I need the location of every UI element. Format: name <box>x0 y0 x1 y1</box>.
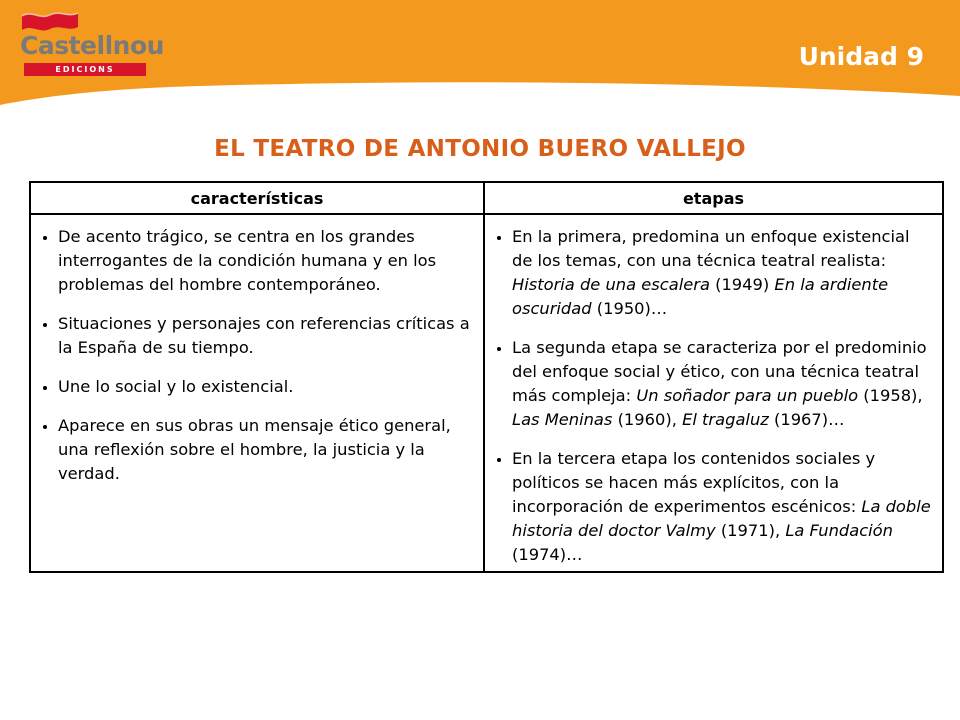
list-item: Une lo social y lo existencial. <box>41 375 475 399</box>
etapa-text: (1960), <box>612 410 683 429</box>
work-title: Historia de una escalera <box>512 275 710 294</box>
etapa-text: (1958), <box>858 386 923 405</box>
work-title: La doble historia del doctor Valmy <box>512 497 931 540</box>
column-header-caracteristicas: características <box>30 182 484 214</box>
header-band <box>0 0 960 120</box>
table-body-row <box>30 214 943 572</box>
list-item: Situaciones y personajes con referencias críticas a la España de su tiempo. <box>41 312 475 360</box>
list-item <box>495 336 934 432</box>
etapa-text: En la tercera etapa los contenidos sociales y políticos se hacen más explícitos, con la incorporación de experimentos escénicos: <box>512 449 876 516</box>
etapas-list <box>495 225 934 567</box>
work-title: El tragaluz <box>682 410 769 429</box>
table-header-row <box>30 182 943 214</box>
logo-subtitle: EDICIONS <box>24 63 146 76</box>
page-title: EL TEATRO DE ANTONIO BUERO VALLEJO <box>214 136 746 162</box>
caracteristicas-list <box>41 225 475 486</box>
list-item <box>495 225 934 321</box>
etapa-text: (1950)… <box>591 299 668 318</box>
content-table <box>29 181 944 573</box>
caracteristicas-cell <box>30 214 484 572</box>
unit-label: Unidad 9 <box>798 42 924 71</box>
etapas-cell <box>484 214 943 572</box>
etapa-text: (1949) <box>709 275 775 294</box>
etapa-text: La segunda etapa se caracteriza por el predominio del enfoque social y ético, con una técnica teatral más compleja: <box>512 338 927 405</box>
logo-name: Castellnou <box>20 31 164 60</box>
castellnou-logo <box>20 10 164 74</box>
etapa-text: En la primera, predomina un enfoque existencial de los temas, con una técnica teatral realista: <box>512 227 910 270</box>
etapa-text: (1974)… <box>512 545 583 564</box>
column-header-etapas: etapas <box>484 182 943 214</box>
work-title: La Fundación <box>785 521 893 540</box>
list-item: De acento trágico, se centra en los grandes interrogantes de la condición humana y en los problemas del hombre contemporáneo. <box>41 225 475 297</box>
work-title: Las Meninas <box>512 410 613 429</box>
etapa-text: (1967)… <box>768 410 845 429</box>
etapa-text: (1971), <box>715 521 786 540</box>
list-item <box>495 447 934 567</box>
list-item: Aparece en sus obras un mensaje ético general, una reflexión sobre el hombre, la justicia y la verdad. <box>41 414 475 486</box>
work-title: Un soñador para un pueblo <box>636 386 859 405</box>
work-title: En la ardiente oscuridad <box>512 275 889 318</box>
